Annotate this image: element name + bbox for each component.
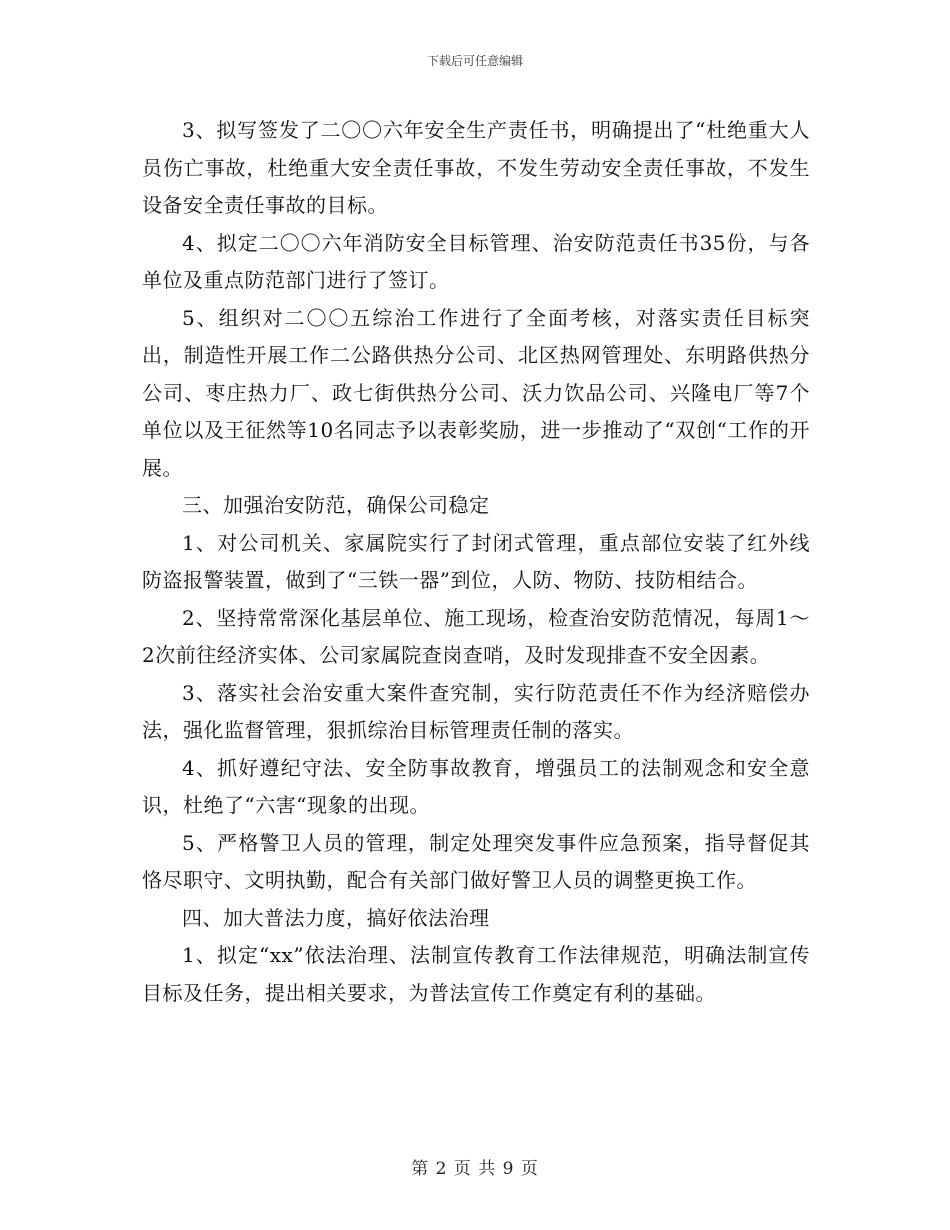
- paragraph-security-3: 3、落实社会治安重大案件查究制，实行防范责任不作为经济赔偿办法，强化监督管理，狠抓综治目标管理责任制的落实。: [142, 680, 810, 742]
- section-heading-3: 三、加强治安防范，确保公司稳定: [182, 493, 490, 517]
- paragraph-item-4-fire-safety: 4、拟定二〇〇六年消防安全目标管理、治安防范责任书35份，与各单位及重点防范部门进行了签订。: [142, 230, 810, 292]
- paragraph-security-5: 5、严格警卫人员的管理，制定处理突发事件应急预案，指导督促其恪尽职守、文明执勤，配合有关部门做好警卫人员的调整更换工作。: [142, 830, 810, 892]
- section-heading-4: 四、加大普法力度，搞好依法治理: [182, 905, 490, 930]
- document-body: [142, 112, 810, 1012]
- paragraph-law-1: 1、拟定“xx”依法治理、法制宣传教育工作法律规范，明确法制宣传目标及任务，提出相关要求，为普法宣传工作奠定有利的基础。: [142, 943, 810, 1005]
- paragraph-security-2: 2、坚持常常深化基层单位、施工现场，检查治安防范情况，每周1～2次前往经济实体、公司家属院查岗查哨，及时发现排查不安全因素。: [142, 605, 810, 667]
- page-number-footer: 第 2 页 共 9 页: [411, 1159, 539, 1179]
- paragraph-item-5-assessment: 5、组织对二〇〇五综治工作进行了全面考核，对落实责任目标突出，制造性开展工作二公路供热分公司、北区热网管理处、东明路供热分公司、枣庄热力厂、政七街供热分公司、沃力饮品公司、兴隆电厂等7个单位以及王征然等10名同志予以表彰奖励，进一步推动了“双创“工作的开展。: [142, 305, 810, 480]
- paragraph-item-3-responsibility-book: 3、拟写签发了二〇〇六年安全生产责任书，明确提出了“杜绝重大人员伤亡事故，杜绝重大安全责任事故，不发生劳动安全责任事故，不发生设备安全责任事故的目标。: [142, 118, 810, 217]
- paragraph-security-1: 1、对公司机关、家属院实行了封闭式管理，重点部位安装了红外线防盗报警装置，做到了“三铁一器”到位，人防、物防、技防相结合。: [142, 530, 810, 592]
- paragraph-security-4: 4、抓好遵纪守法、安全防事故教育，增强员工的法制观念和安全意识，杜绝了“六害“现象的出现。: [142, 755, 810, 817]
- page-header: 下载后可任意编辑: [426, 54, 523, 68]
